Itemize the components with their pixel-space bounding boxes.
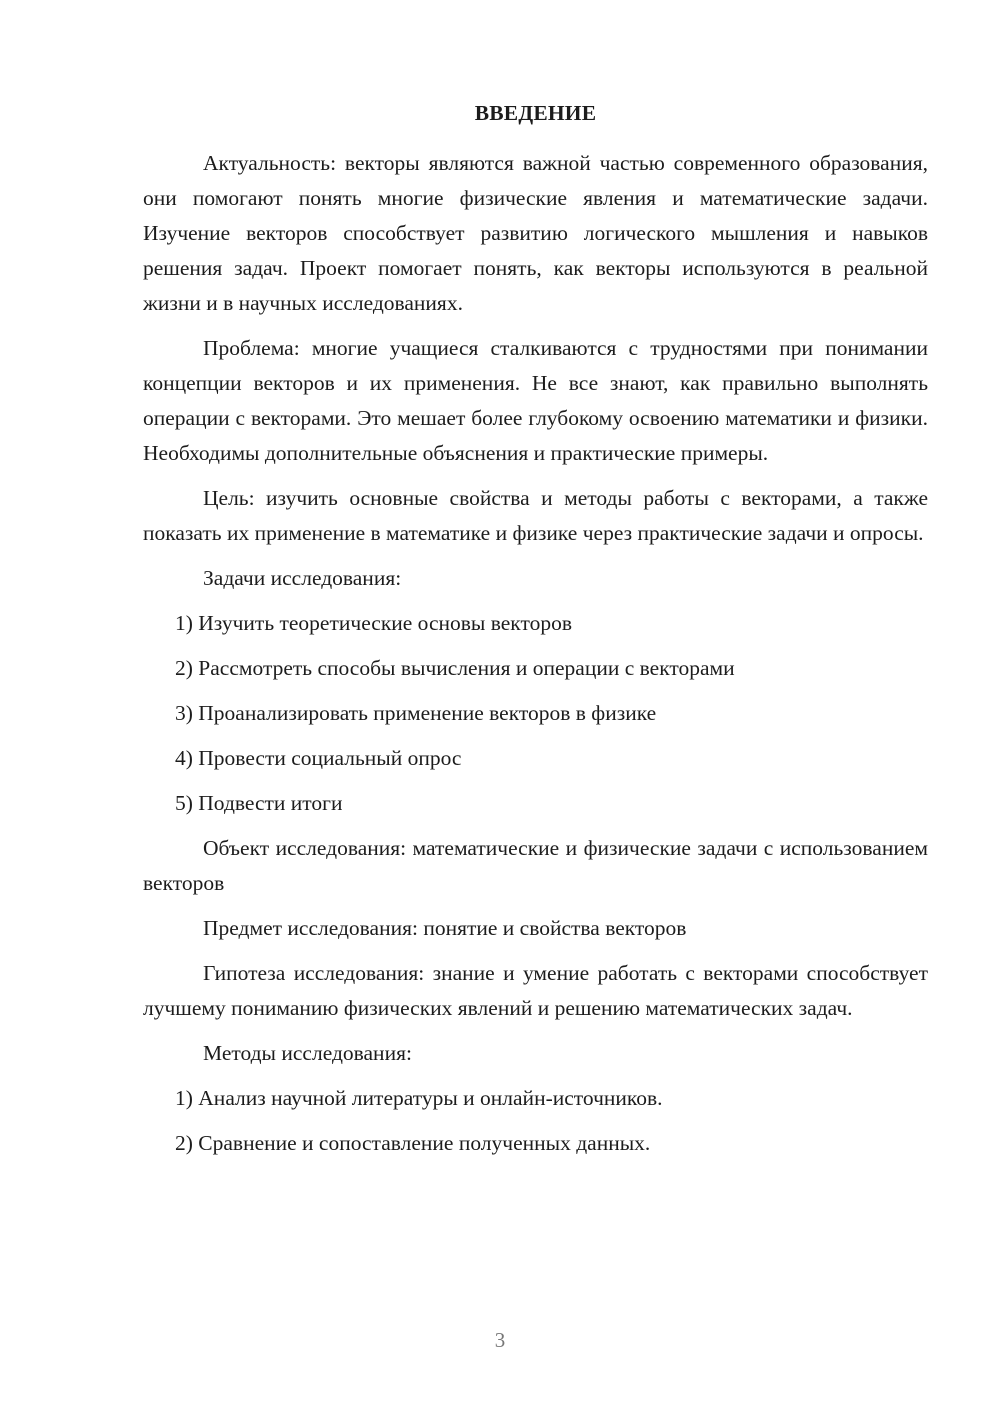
task-item-4: 4) Провести социальный опрос: [175, 746, 462, 770]
goal-paragraph: Цель: изучить основные свойства и методы работы с векторами, а также показать их применение в математике и физике через практические задачи и опросы.: [143, 486, 928, 545]
section-title: ВВЕДЕНИЕ: [474, 101, 597, 125]
task-item-3: 3) Проанализировать применение векторов в физике: [175, 701, 657, 725]
task-item-2: 2) Рассмотреть способы вычисления и операции с векторами: [175, 656, 735, 680]
methods-heading: Методы исследования:: [203, 1041, 412, 1065]
hypothesis-paragraph: Гипотеза исследования: знание и умение работать с векторами способствует лучшему пониманию физических явлений и решению математических задач.: [143, 961, 928, 1020]
problem-paragraph: Проблема: многие учащиеся сталкиваются с трудностями при понимании концепции векторов и их применения. Не все знают, как правильно выполнять операции с векторами. Это мешает более глубокому освоению математики и физики. Необходимы дополнительные объяснения и практические примеры.: [143, 336, 928, 465]
tasks-heading: Задачи исследования:: [203, 566, 402, 590]
object-paragraph: Объект исследования: математические и физические задачи с использованием векторов: [143, 836, 928, 895]
task-item-5: 5) Подвести итоги: [175, 791, 343, 815]
task-item-1: 1) Изучить теоретические основы векторов: [175, 611, 572, 635]
method-item-2: 2) Сравнение и сопоставление полученных данных.: [175, 1131, 651, 1155]
relevance-paragraph: Актуальность: векторы являются важной частью современного образования, они помогают понять многие физические явления и математические задачи. Изучение векторов способствует развитию логического мышления и навыков решения задач. Проект помогает понять, как векторы используются в реальной жизни и в научных исследованиях.: [143, 151, 928, 315]
method-item-1: 1) Анализ научной литературы и онлайн-источников.: [175, 1086, 663, 1110]
document-page: [143, 96, 928, 1171]
subject-paragraph: Предмет исследования: понятие и свойства векторов: [203, 916, 687, 940]
page-number: 3: [494, 1328, 506, 1352]
